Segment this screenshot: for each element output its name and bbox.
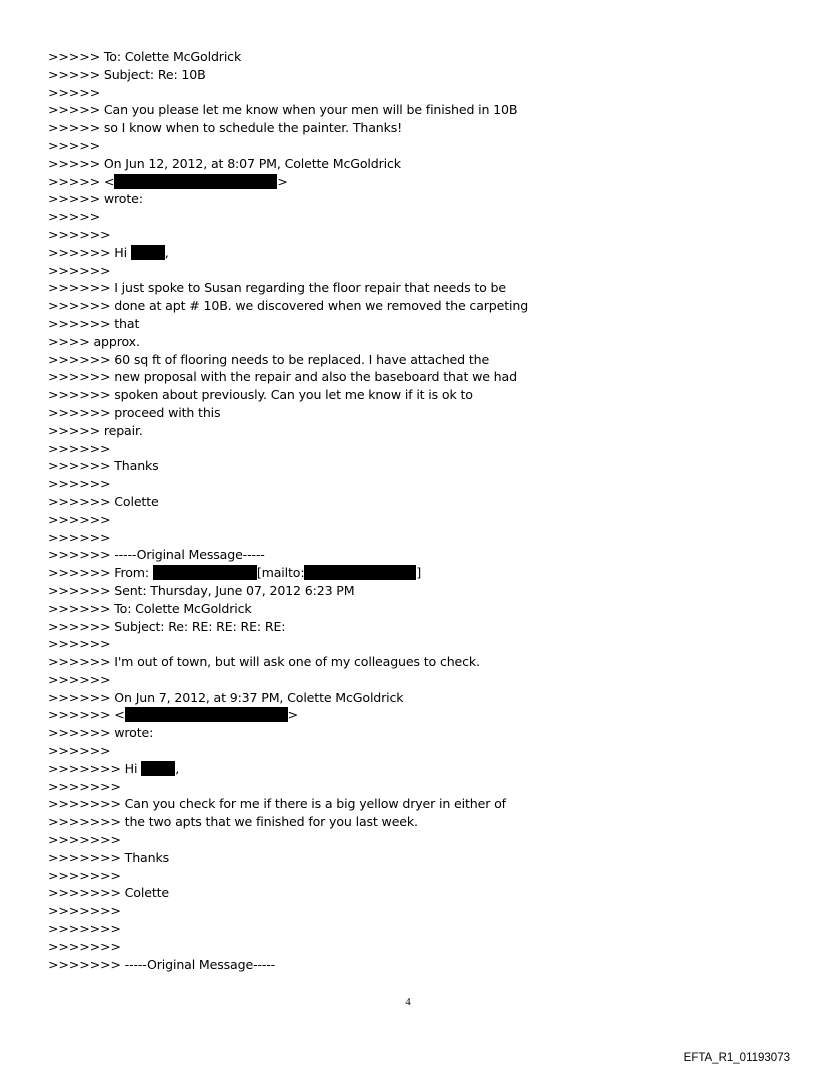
email-line: >>>>>>	[48, 476, 111, 492]
email-line: >>>>>>>	[48, 832, 121, 848]
redaction-box	[141, 761, 175, 776]
email-line	[48, 173, 788, 191]
bates-number: EFTA_R1_01193073	[683, 1052, 790, 1064]
email-line: >>>>> Subject: Re: 10B	[48, 66, 206, 82]
email-line: >>>>>> Subject: Re: RE: RE: RE: RE:	[48, 618, 286, 634]
line-text: ]	[416, 565, 422, 581]
email-line: >>>>>>> Thanks	[48, 849, 169, 865]
line-text: >	[287, 707, 299, 723]
email-line: >>>>>> Sent: Thursday, June 07, 2012 6:23 PM	[48, 582, 355, 598]
line-text: >>>>>>> Hi	[48, 760, 142, 776]
email-line: >>>>>	[48, 84, 101, 100]
email-line: >>>>>>	[48, 262, 111, 278]
email-line: >>>>>> done at apt # 10B. we discovered when we removed the carpeting	[48, 298, 529, 314]
line-text: >>>>> <	[48, 173, 115, 189]
email-line: >>>>>>>	[48, 867, 121, 883]
email-line: >>>>>>>	[48, 778, 121, 794]
redaction-box	[153, 565, 257, 580]
email-line: >>>>>> I'm out of town, but will ask one of my colleagues to check.	[48, 654, 480, 670]
email-line: >>>>> repair.	[48, 422, 143, 438]
email-line	[48, 706, 788, 724]
email-line: >>>>>> I just spoke to Susan regarding the floor repair that needs to be	[48, 280, 506, 296]
email-line: >>>> approx.	[48, 333, 140, 349]
email-line: >>>>>> On Jun 7, 2012, at 9:37 PM, Colette McGoldrick	[48, 689, 404, 705]
email-line: >>>>> Can you please let me know when your men will be finished in 10B	[48, 102, 518, 118]
email-line: >>>>> To: Colette McGoldrick	[48, 49, 242, 64]
redaction-box	[304, 565, 416, 580]
email-line: >>>>>>	[48, 529, 111, 545]
email-line: >>>>>> new proposal with the repair and also the baseboard that we had	[48, 369, 517, 385]
email-line: >>>>>	[48, 209, 101, 225]
email-line	[48, 244, 788, 262]
line-text: >>>>>> From:	[48, 565, 153, 581]
line-text: >	[277, 173, 288, 189]
email-body	[48, 48, 788, 973]
email-line: >>>>>>> the two apts that we finished for you last week.	[48, 814, 418, 830]
email-line	[48, 760, 788, 778]
email-line: >>>>> On Jun 12, 2012, at 8:07 PM, Colette McGoldrick	[48, 155, 401, 171]
email-line: >>>>>	[48, 137, 101, 153]
email-line: >>>>>>>	[48, 938, 121, 954]
email-line: >>>>>>> Colette	[48, 885, 169, 901]
line-text: [mailto:	[256, 565, 305, 581]
page-number: 4	[405, 996, 411, 1008]
email-line: >>>>>> 60 sq ft of flooring needs to be replaced. I have attached the	[48, 351, 490, 367]
email-line: >>>>> wrote:	[48, 191, 143, 207]
email-line: >>>>>>	[48, 511, 111, 527]
email-line: >>>>>>	[48, 743, 111, 759]
line-text: >>>>>> Hi	[48, 244, 131, 260]
email-line: >>>>> so I know when to schedule the painter. Thanks!	[48, 120, 403, 136]
line-text: >>>>>> <	[48, 707, 125, 723]
email-line: >>>>>>> -----Original Message-----	[48, 956, 276, 972]
email-line: >>>>>> Thanks	[48, 458, 159, 474]
line-text: ,	[164, 244, 169, 260]
email-line: >>>>>>	[48, 671, 111, 687]
email-line: >>>>>>	[48, 440, 111, 456]
email-line	[48, 564, 788, 582]
redaction-box	[114, 174, 277, 189]
email-line: >>>>>> wrote:	[48, 725, 154, 741]
redaction-box	[131, 245, 165, 260]
email-line: >>>>>> proceed with this	[48, 404, 221, 420]
email-line: >>>>>>> Can you check for me if there is a big yellow dryer in either of	[48, 796, 506, 812]
email-line: >>>>>>	[48, 636, 111, 652]
redaction-box	[125, 707, 288, 722]
email-line: >>>>>> Colette	[48, 493, 159, 509]
email-line: >>>>>> To: Colette McGoldrick	[48, 600, 252, 616]
email-line: >>>>>>>	[48, 921, 121, 937]
email-line: >>>>>>	[48, 226, 111, 242]
email-line: >>>>>>>	[48, 903, 121, 919]
email-line: >>>>>> -----Original Message-----	[48, 547, 265, 563]
line-text: ,	[175, 760, 180, 776]
email-line: >>>>>> spoken about previously. Can you let me know if it is ok to	[48, 387, 473, 403]
email-line: >>>>>> that	[48, 315, 140, 331]
